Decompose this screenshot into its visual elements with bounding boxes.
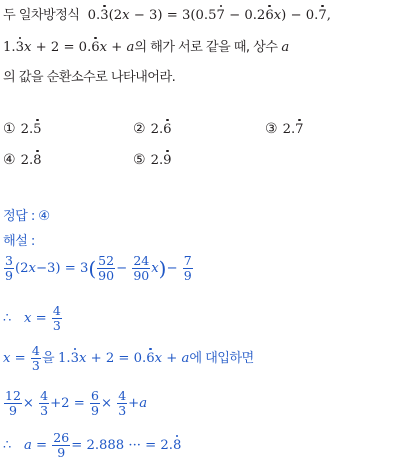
solution-step-3: x = $\frac{4}{3}$ 을 1.3x + 2 = 0.6x + a에 대입하면 [3,343,254,373]
substitute-text-1: 을 [41,351,54,366]
equation-2: 1.3x + 2 = 0.6x + a [3,40,135,55]
solution-step-2: ∴ x = $\frac{4}{3}$ [3,303,61,333]
equation-1: 0.3(2x − 3) = 3(0.57 − 0.26x) − 0.7, [83,8,331,23]
answer-label: 정답 : ④ [3,209,50,224]
approx-value: 2.888 ··· [86,438,141,453]
solution-step-5: ∴ a = $\frac{26}{9}$ = 2.888 ··· = 2.8 [3,430,182,460]
solution-step-1: $\frac{3}{9}$ (2x−3) = 3( $\frac{52}{90}$ − $\frac{24}{90}$ x)− $\frac{7}{9}$ [5,253,192,283]
constant-var: a [281,40,290,55]
problem-condition-text: 의 해가 서로 같을 때, 상수 [134,40,278,55]
explanation-label: 해설 : [3,234,35,249]
choice-5[interactable]: ⑤ 2.9 [133,152,172,168]
substitute-text-2: 에 대입하면 [189,351,254,366]
problem-line-3: 의 값을 순환소수로 나타내어라. [3,70,176,85]
solution-step-4: $\frac{12}{9}$ × $\frac{4}{3}$ +2 = $\frac{6}{9}$ × $\frac{4}{3}$ +a [5,388,148,418]
choice-1[interactable]: ① 2.5 [3,121,42,137]
problem-line-1 [3,4,331,24]
problem-intro-text: 두 일차방정식 [3,8,80,23]
choice-4[interactable]: ④ 2.8 [3,152,42,168]
choice-3[interactable]: ③ 2.7 [265,121,304,137]
problem-line-2 [3,36,289,56]
choice-2[interactable]: ② 2.6 [133,121,172,137]
